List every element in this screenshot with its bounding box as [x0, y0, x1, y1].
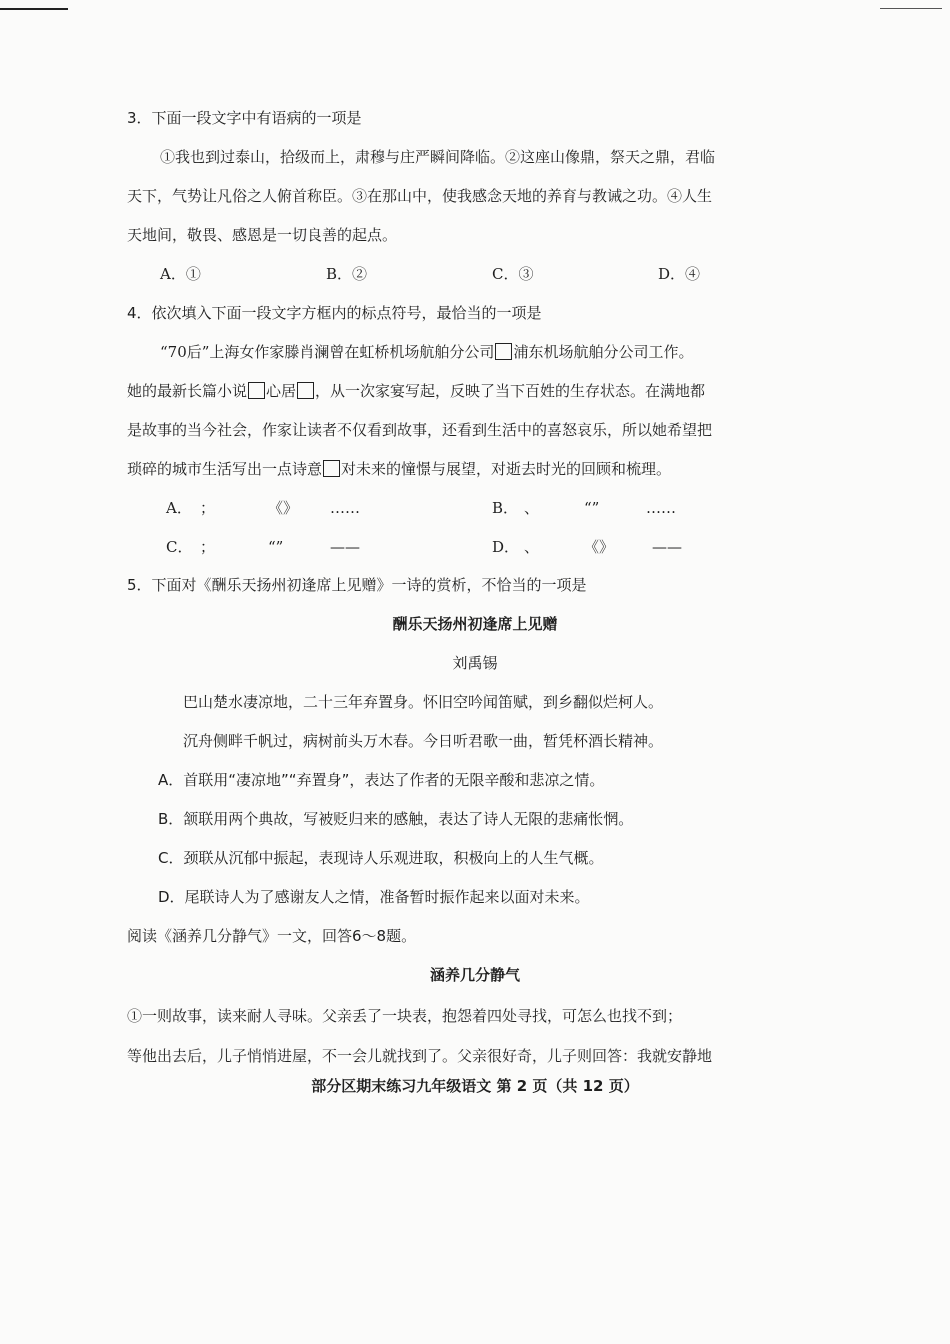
q4-text-1b: 浦东机场航舶分公司工作。 — [513, 343, 694, 361]
q4-option-d-mark3: —— — [652, 538, 682, 556]
q4-option-a-mark2: 《》 — [268, 499, 299, 517]
blank-box-1 — [495, 343, 512, 360]
q3-option-b: B．② — [326, 265, 368, 283]
q3-passage-line-3: 天地间，敬畏、感恩是一切良善的起点。 — [127, 226, 398, 244]
q3-stem: 3．下面一段文字中有语病的一项是 — [127, 109, 362, 127]
q4-text-1a: “70后”上海女作家滕肖澜曾在虹桥机场航舶分公司 — [160, 343, 495, 361]
article-para-line-1: ①一则故事，读来耐人寻味。父亲丢了一块表，抱怨着四处寻找，可怎么也找不到； — [127, 1007, 683, 1025]
q4-text-2a: 她的最新长篇小说 — [127, 382, 248, 400]
q4-option-b-mark2: “” — [584, 499, 600, 517]
q5-stem: 5．下面对《酬乐天扬州初逢席上见赠》一诗的赏析，不恰当的一项是 — [127, 576, 587, 594]
q5-option-a: A．首联用“凄凉地”“弃置身”，表达了作者的无限辛酸和悲凉之情。 — [158, 771, 605, 789]
q3-passage-line-1: ①我也到过泰山，拾级而上，肃穆与庄严瞬间降临。②这座山像鼎，祭天之鼎，君临 — [160, 148, 716, 166]
q3-option-d: D．④ — [658, 265, 701, 283]
q3-option-a: A．① — [160, 265, 201, 283]
q4-text-2c: ，从一次家宴写起，反映了当下百姓的生存状态。在满地都 — [315, 382, 706, 400]
poem-line-2: 沉舟侧畔千帆过，病树前头万木春。今日听君歌一曲，暂凭杯酒长精神。 — [183, 732, 664, 750]
q4-text-2b: 心居 — [266, 382, 297, 400]
article-para-line-2: 等他出去后，儿子悄悄进屋，不一会儿就找到了。父亲很好奇，儿子则回答：我就安静地 — [127, 1047, 713, 1065]
reading-intro: 阅读《涵养几分静气》一文，回答6～8题。 — [127, 927, 417, 945]
q4-option-d-mark1: 、 — [524, 538, 540, 556]
q4-stem: 4．依次填入下面一段文字方框内的标点符号，最恰当的一项是 — [127, 304, 542, 322]
q4-passage-line-1 — [160, 342, 693, 362]
article-title: 涵养几分静气 — [429, 966, 520, 984]
q4-passage-line-2 — [127, 381, 705, 401]
corner-rule-left — [0, 8, 68, 10]
q4-option-a-letter: A． — [166, 499, 192, 517]
q4-passage-line-4 — [127, 459, 671, 479]
q4-option-a-mark3: …… — [330, 499, 360, 517]
q4-option-b-mark1: 、 — [524, 499, 540, 517]
q5-option-b: B．颔联用两个典故，写被贬归来的感触，表达了诗人无限的悲痛怅惘。 — [158, 810, 634, 828]
q4-option-b-mark3: …… — [646, 499, 676, 517]
q4-option-d-letter: D． — [492, 538, 520, 556]
q4-option-c-mark1: ； — [200, 538, 216, 556]
q4-text-4b: 对未来的憧憬与展望，对逝去时光的回顾和梳理。 — [341, 460, 672, 478]
q4-option-d-mark2: 《》 — [584, 538, 615, 556]
q3-passage-line-2: 天下，气势让凡俗之人俯首称臣。③在那山中，使我感念天地的养育与教诫之功。④人生 — [127, 187, 713, 205]
poem-title: 酬乐天扬州初逢席上见赠 — [392, 615, 558, 633]
q4-option-c-letter: C． — [166, 538, 193, 556]
q4-option-c-mark2: “” — [268, 538, 284, 556]
poem-author: 刘禹锡 — [452, 654, 498, 672]
page-footer: 部分区期末练习九年级语文 第 2 页（共 12 页） — [311, 1077, 639, 1095]
blank-box-4 — [323, 460, 340, 477]
blank-box-2 — [248, 382, 265, 399]
q4-passage-line-3: 是故事的当今社会，作家让读者不仅看到故事，还看到生活中的喜怒哀乐，所以她希望把 — [127, 421, 713, 439]
poem-line-1: 巴山楚水凄凉地，二十三年弃置身。怀旧空吟闻笛赋，到乡翻似烂柯人。 — [183, 693, 664, 711]
corner-rule-right — [880, 8, 942, 9]
q5-option-c: C．颈联从沉郁中振起，表现诗人乐观进取，积极向上的人生气概。 — [158, 849, 604, 867]
q4-text-4a: 琐碎的城市生活写出一点诗意 — [127, 460, 323, 478]
blank-box-3 — [297, 382, 314, 399]
q3-option-c: C．③ — [492, 265, 534, 283]
q4-option-a-mark1: ； — [200, 499, 216, 517]
q4-option-c-mark3: —— — [330, 538, 360, 556]
q5-option-d: D．尾联诗人为了感谢友人之情，准备暂时振作起来以面对未来。 — [158, 888, 590, 906]
q4-option-b-letter: B． — [492, 499, 519, 517]
